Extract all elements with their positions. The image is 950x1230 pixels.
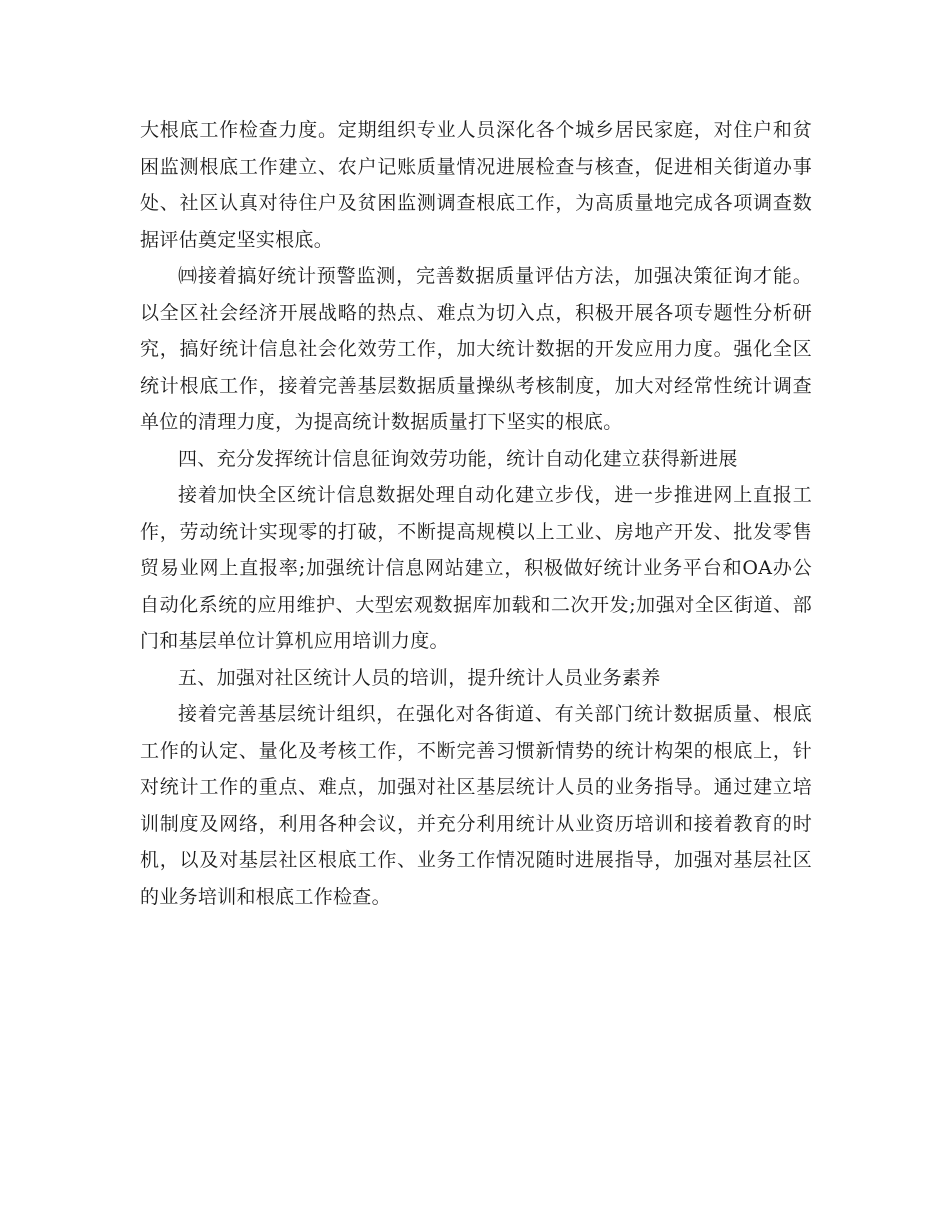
paragraph-2: ㈣接着搞好统计预警监测，完善数据质量评估方法，加强决策征询才能。以全区社会经济开展战略的热点、难点为切入点，积极开展各项专题性分析研究，搞好统计信息社会化效劳工作，加大统计数据的开发应用力度。强化全区统计根底工作，接着完善基层数据质量操纵考核制度，加大对经常性统计调查单位的清理力度，为提高统计数据质量打下坚实的根底。 (140, 265, 812, 433)
paragraph-1: 大根底工作检查力度。定期组织专业人员深化各个城乡居民家庭，对住户和贫困监测根底工作建立、农户记账质量情况进展检查与核查，促进相关街道办事处、社区认真对待住户及贫困监测调查根底工作，为高质量地完成各项调查数据评估奠定坚实根底。 (140, 119, 812, 251)
section-heading-5: 五、加强对社区统计人员的培训，提升统计人员业务素养 (178, 666, 661, 689)
paragraph-4: 接着完善基层统计组织，在强化对各街道、有关部门统计数据质量、根底工作的认定、量化及考核工作，不断完善习惯新情势的统计构架的根底上，针对统计工作的重点、难点，加强对社区基层统计人员的业务指导。通过建立培训制度及网络，利用各种会议，并充分利用统计从业资历培训和接着教育的时机，以及对基层社区根底工作、业务工作情况随时进展指导，加强对基层社区的业务培训和根底工作检查。 (140, 703, 812, 908)
section-heading-4: 四、充分发挥统计信息征询效劳功能，统计自动化建立获得新进展 (178, 447, 738, 470)
paragraph-3: 接着加快全区统计信息数据处理自动化建立步伐，进一步推进网上直报工作，劳动统计实现零的打破，不断提高规模以上工业、房地产开发、批发零售贸易业网上直报率;加强统计信息网站建立，积极做好统计业务平台和OA办公自动化系统的应用维护、大型宏观数据库加载和二次开发;加强对全区街道、部门和基层单位计算机应用培训力度。 (140, 484, 812, 652)
document-body (140, 112, 812, 915)
